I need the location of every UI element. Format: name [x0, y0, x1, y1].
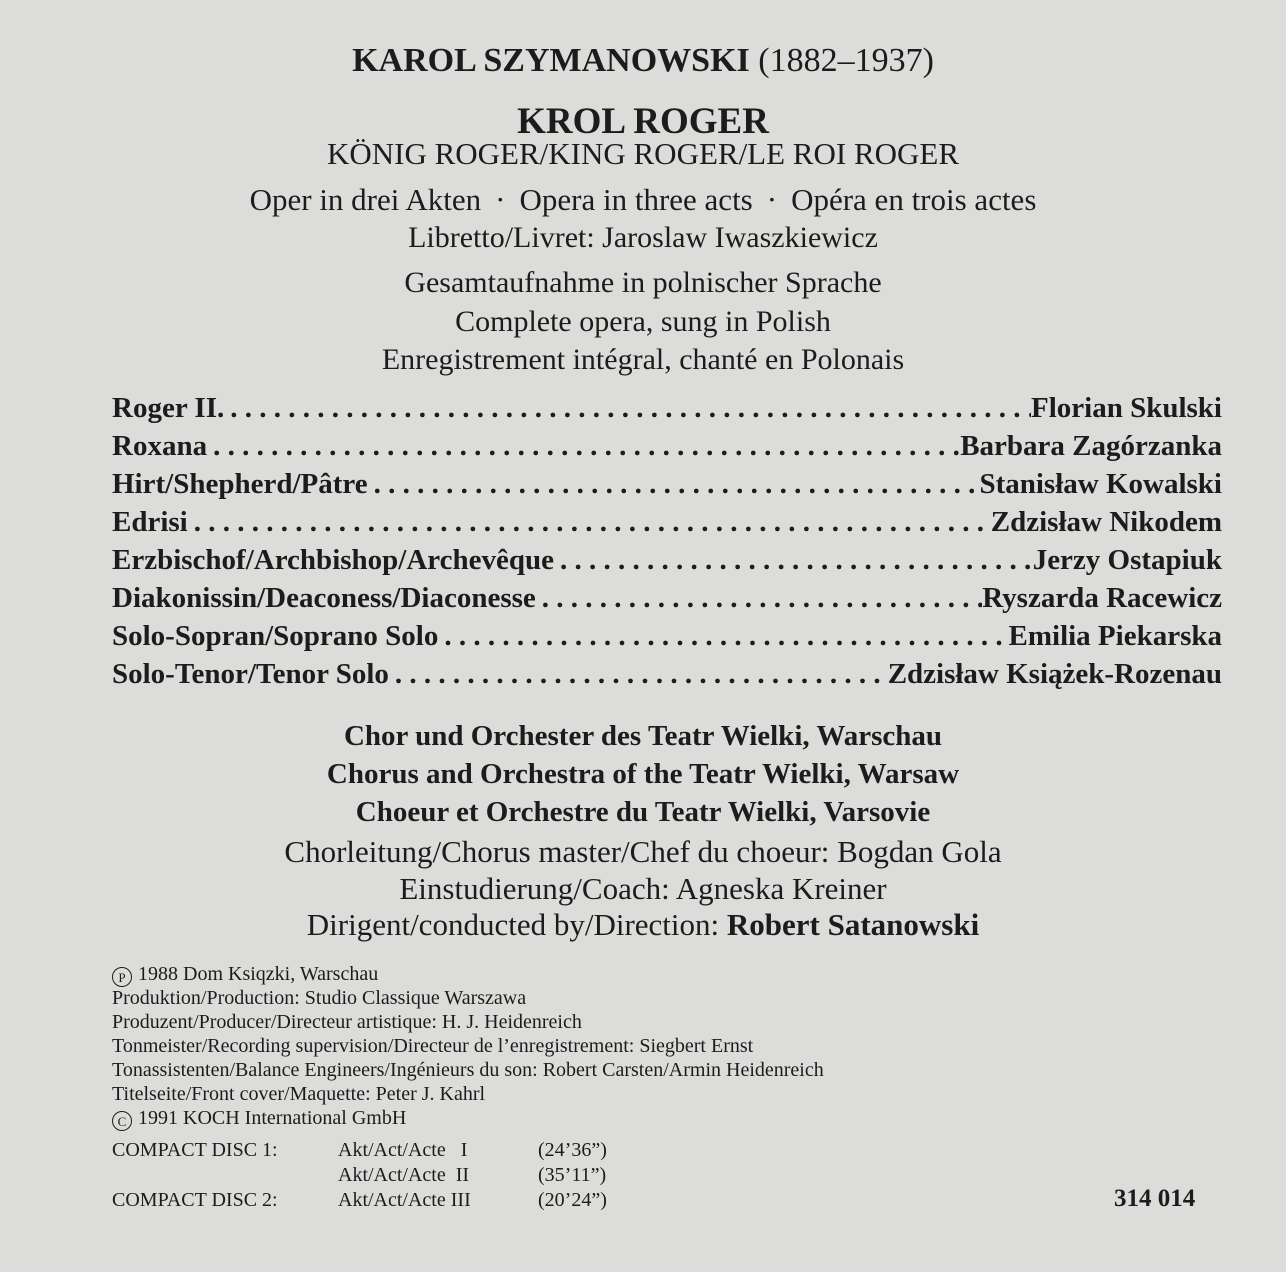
libretto-credit: Libretto/Livret: Jaroslaw Iwaszkiewicz	[408, 221, 878, 254]
cast-row	[112, 582, 1222, 620]
dot-leader	[224, 392, 1031, 425]
cast-singer: Ryszarda Racewicz	[982, 582, 1222, 614]
disc-listing	[112, 1138, 607, 1213]
cover-line: Titelseite/Front cover/Maquette: Peter J. Kahrl	[112, 1083, 486, 1105]
disc-row	[112, 1163, 607, 1188]
catalog-number: 314 014	[1114, 1185, 1196, 1212]
disc-label	[112, 1163, 338, 1188]
disc-label: COMPACT DISC 1:	[112, 1139, 278, 1161]
disc-row	[112, 1188, 607, 1213]
production-line: Produktion/Production: Studio Classique Warszawa	[112, 987, 527, 1009]
cast-row	[112, 392, 1222, 430]
ensemble-en: Chorus and Orchestra of the Teatr Wielki, Warsaw	[326, 758, 960, 790]
composer-name: KAROL SZYMANOWSKI	[352, 42, 750, 79]
dot-leader	[554, 544, 1033, 577]
composer-line	[0, 42, 1286, 80]
dot-leader	[438, 620, 1008, 653]
recording-supervision-line: Tonmeister/Recording supervision/Directeur de l’enregistrement: Siegbert Ernst	[112, 1035, 754, 1057]
ensemble-fr: Choeur et Orchestre du Teatr Wielki, Varsovie	[355, 796, 931, 828]
cast-role: Hirt/Shepherd/Pâtre	[112, 468, 368, 500]
cast-singer: Florian Skulski	[1031, 392, 1222, 424]
dot-leader	[389, 658, 888, 691]
phonogram-line	[112, 962, 824, 986]
phonogram-text: 1988 Dom Ksiqzki, Warschau	[138, 963, 379, 985]
disc-act: Akt/Act/Acte I	[338, 1139, 468, 1161]
copyright-line	[112, 1106, 824, 1130]
disc-duration: (20’24”)	[538, 1189, 607, 1211]
cast-role: Edrisi	[112, 506, 188, 538]
cast-row	[112, 468, 1222, 506]
cast-row	[112, 506, 1222, 544]
cast-row	[112, 430, 1222, 468]
producer-line: Produzent/Producer/Directeur artistique: H. J. Heidenreich	[112, 1011, 582, 1033]
coach-credit: Einstudierung/Coach: Agneska Kreiner	[399, 871, 887, 906]
disc-row	[112, 1138, 607, 1163]
opera-subtitle	[0, 182, 1286, 218]
cast-row	[112, 544, 1222, 582]
cast-list	[112, 392, 1222, 696]
separator-dot: ·	[495, 182, 506, 217]
recording-note-en: Complete opera, sung in Polish	[455, 305, 831, 338]
recording-note-de: Gesamtaufnahme in polnischer Sprache	[404, 266, 882, 299]
cast-role: Roxana	[112, 430, 208, 462]
cast-singer: Jerzy Ostapiuk	[1032, 544, 1222, 576]
dot-leader	[368, 468, 980, 501]
cast-singer: Barbara Zagórzanka	[960, 430, 1222, 462]
cast-singer: Emilia Piekarska	[1008, 620, 1222, 652]
subtitle-en: Opera in three acts	[519, 182, 753, 217]
cast-singer: Zdzisław Książek-Rozenau	[887, 658, 1222, 690]
disc-act: Akt/Act/Acte III	[338, 1189, 471, 1211]
dot-leader	[188, 506, 991, 539]
cast-role: Diakonissin/Deaconess/Diaconesse	[112, 582, 536, 614]
phonogram-icon: P	[112, 967, 132, 987]
cast-row	[112, 620, 1222, 658]
conductor-label: Dirigent/conducted by/Direction:	[306, 907, 720, 942]
recording-note-fr: Enregistrement intégral, chanté en Polonais	[381, 343, 905, 376]
copyright-icon: C	[112, 1111, 132, 1131]
disc-duration: (35’11”)	[538, 1164, 607, 1186]
dot-leader	[536, 582, 982, 615]
balance-engineers-line: Tonassistenten/Balance Engineers/Ingénieurs du son: Robert Carsten/Armin Heidenreich	[112, 1059, 824, 1081]
disc-label: COMPACT DISC 2:	[112, 1189, 278, 1211]
cast-row	[112, 658, 1222, 696]
conductor-name: Robert Satanowski	[726, 907, 980, 942]
disc-act: Akt/Act/Acte II	[338, 1164, 470, 1186]
production-credits	[112, 962, 824, 1130]
composer-years: (1882–1937)	[758, 42, 934, 79]
subtitle-fr: Opéra en trois actes	[791, 182, 1037, 217]
separator-dot: ·	[766, 182, 778, 217]
cast-role: Solo-Tenor/Tenor Solo	[112, 658, 389, 690]
cast-role: Roger II.	[112, 392, 225, 424]
disc-duration: (24’36”)	[538, 1139, 607, 1161]
alternate-titles: KÖNIG ROGER/KING ROGER/LE ROI ROGER	[326, 136, 960, 171]
cast-role: Solo-Sopran/Soprano Solo	[112, 620, 439, 652]
cast-singer: Stanisław Kowalski	[979, 468, 1222, 500]
chorus-master-credit: Chorleitung/Chorus master/Chef du choeur: Bogdan Gola	[284, 834, 1002, 869]
conductor-credit	[0, 907, 1286, 943]
ensemble-de: Chor und Orchester des Teatr Wielki, Warschau	[343, 720, 943, 752]
cast-role: Erzbischof/Archbishop/Archevêque	[112, 544, 555, 576]
copyright-text: 1991 KOCH International GmbH	[138, 1107, 407, 1129]
opera-title: KROL ROGER	[517, 101, 769, 142]
dot-leader	[207, 430, 960, 463]
subtitle-de: Oper in drei Akten	[249, 182, 482, 217]
cast-singer: Zdzisław Nikodem	[990, 506, 1222, 538]
